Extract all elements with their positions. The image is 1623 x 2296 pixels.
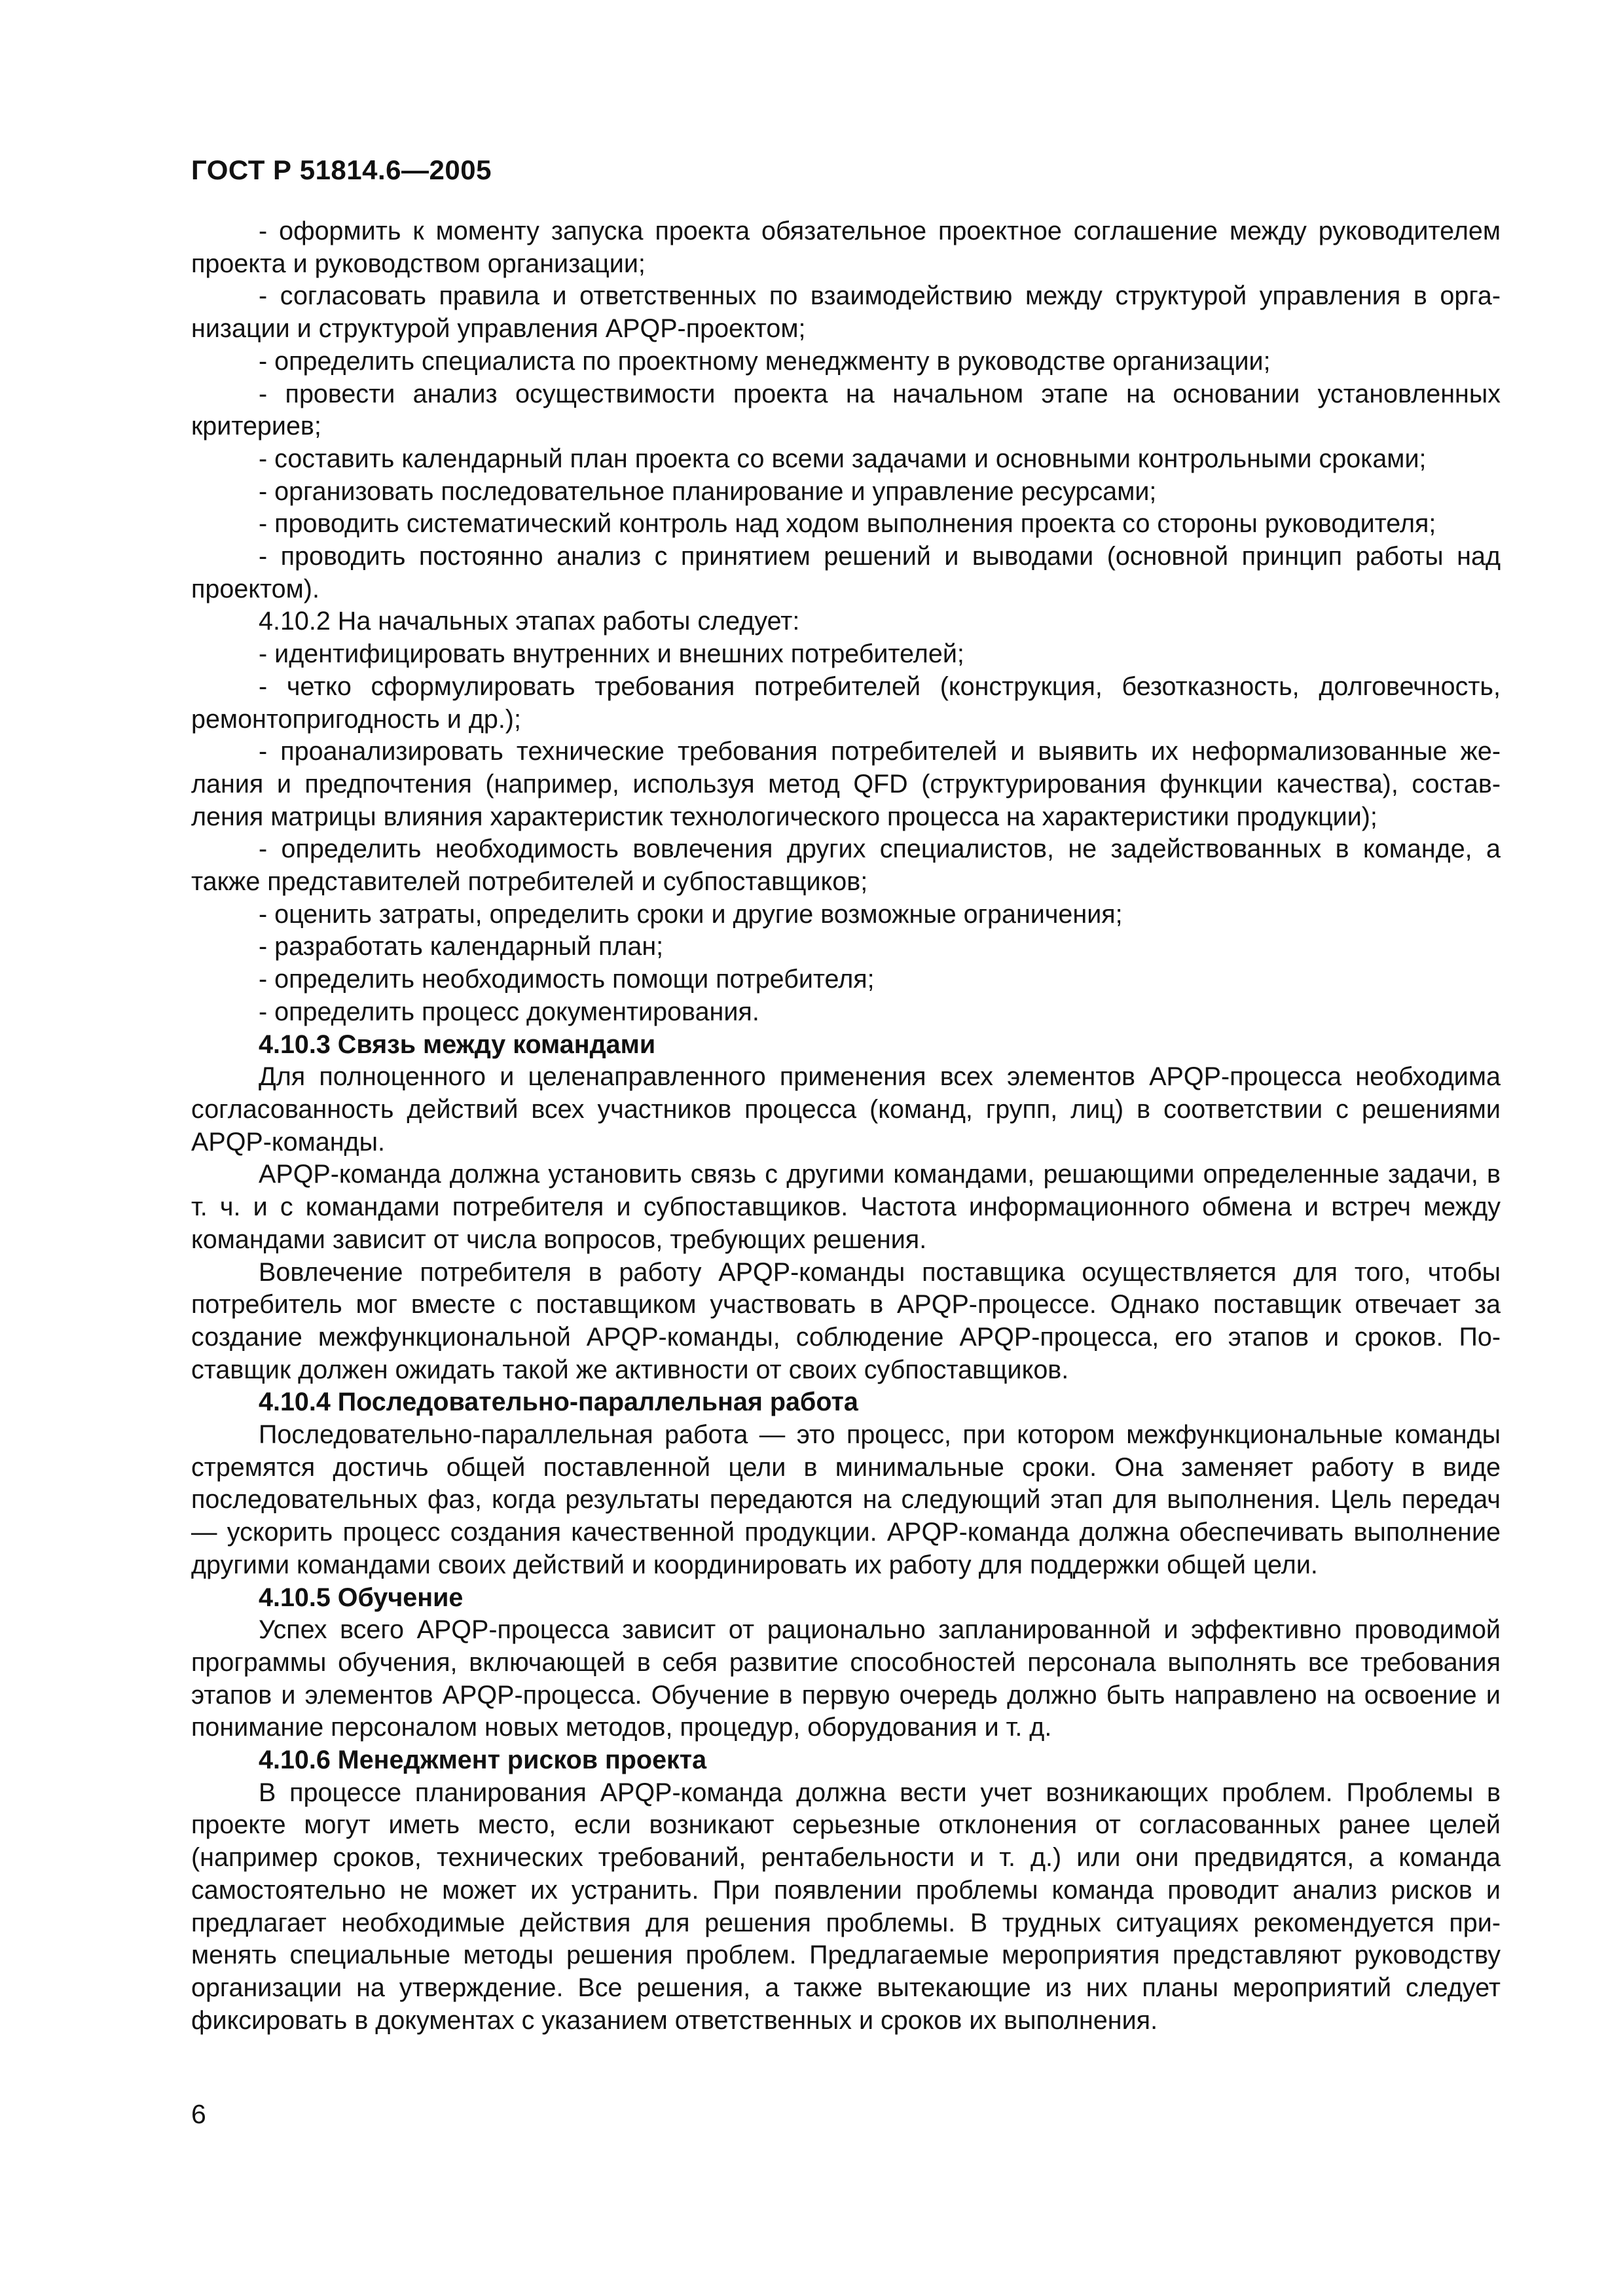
paragraph: - согласовать правила и ответственных по взаимодействию между структурой управления в организации и структурой управления APQP-проектом; [191, 281, 1501, 344]
paragraph: - проанализировать технические требования потребителей и выявить их неформализованные желания и предпочтения (например, используя метод QFD (структурирования функции качества), составления матрицы влияния характеристик технологического процесса на характеристики продукции); [191, 737, 1501, 831]
paragraph: - составить календарный план проекта со всеми задачами и основными контрольными сроками; [259, 444, 1427, 473]
section-heading-4-10-6: 4.10.6 Менеджмент рисков проекта [259, 1746, 707, 1775]
paragraph: - оценить затраты, определить сроки и другие возможные ограничения; [259, 899, 1123, 929]
paragraph: 4.10.2 На начальных этапах работы следует: [259, 607, 800, 636]
paragraph: Вовлечение потребителя в работу APQP-команды поставщика осуществляется для того, чтобы потребитель мог вместе с поставщиком участвовать в APQP-процессе. Однако поставщик отвечает за создание межфункциональной APQP-команды, соблюдение APQP-процесса, его этапов и сроков. Поставщик должен ожидать такой же активности от своих субпоставщиков. [191, 1257, 1501, 1384]
document-code-header: ГОСТ Р 51814.6—2005 [191, 154, 492, 185]
section-heading-4-10-3: 4.10.3 Связь между командами [259, 1030, 656, 1059]
paragraph: APQP-команда должна установить связь с другими командами, решающими определенные задачи, в т. ч. и с командами потребителя и субпоставщиков. Частота информационного обмена и встреч между командами зависит от числа вопросов, требующих решения. [191, 1160, 1501, 1254]
paragraph: Успех всего APQP-процесса зависит от рационально запланированной и эффективно проводимой программы обучения, включающей в себя развитие способностей персонала выполнять все требования этапов и элементов APQP-процесса. Обучение в первую очередь должно быть направлено на освоение и понимание персоналом новых методов, процедур, оборудования и т. д. [191, 1615, 1501, 1742]
section-heading-4-10-5: 4.10.5 Обучение [259, 1583, 464, 1612]
paragraph: - проводить постоянно анализ с принятием решений и выводами (основной принцип работы над проектом). [191, 542, 1501, 603]
paragraph: - определить необходимость помощи потребителя; [259, 965, 875, 994]
paragraph: Для полноценного и целенаправленного применения всех элементов APQP-процесса необходима согласованность действий всех участников процесса (команд, групп, лиц) в соответствии с решениями APQP-команды. [191, 1062, 1501, 1157]
paragraph: - оформить к моменту запуска проекта обязательное проектное соглашение между руководителем проекта и руководством организации; [191, 217, 1501, 278]
paragraph: - четко сформулировать требования потребителей (конструкция, безотказность, долговечность, ремонтопригодность и др.); [191, 672, 1501, 734]
paragraph: - организовать последовательное планирование и управление ресурсами; [259, 476, 1157, 506]
document-page [191, 154, 1501, 2183]
paragraph: В процессе планирования APQP-команда должна вести учет возникающих проблем. Проблемы в проекте могут иметь место, если возникают серьезные отклонения от согласованных ранее целей (например сроков, технических требований, рентабельности и т. д.) или они предвидятся, а команда самостоятельно не может их устранить. При появлении проблемы команда проводит анализ рисков и предлагает необходимые действия для решения проблемы. В трудных ситуациях рекомендуется применять специальные методы решения проблем. Предлагаемые мероприятия представляют руководству организации на утверждение. Все решения, а также вытекающие из них планы мероприятий следует фиксировать в документах с указанием ответственных и сроков их выполнения. [191, 1778, 1501, 2035]
document-body [191, 215, 1501, 2037]
paragraph: - определить процесс документирования. [259, 997, 759, 1026]
paragraph: - разработать календарный план; [259, 932, 664, 961]
paragraph: - определить необходимость вовлечения других специалистов, не задействованных в команде, а также представителей потребителей и субпоставщиков; [191, 834, 1501, 897]
paragraph: - определить специалиста по проектному менеджменту в руководстве организации; [259, 346, 1271, 376]
paragraph: - провести анализ осуществимости проекта на начальном этапе на основании установленных критериев; [191, 379, 1501, 441]
paragraph: Последовательно-параллельная работа — это процесс, при котором межфункциональные команды стремятся достичь общей поставленной цели в минимальные сроки. Она заменяет работу в виде последовательных фаз, когда результаты передаются на следующий этап для выполнения. Цель передач — ускорить процесс создания качественной продукции. APQP-команда должна обеспечивать выполнение другими командами своих действий и координировать их работу для поддержки общей цели. [191, 1420, 1501, 1579]
page-number: 6 [191, 2099, 206, 2129]
paragraph: - идентифицировать внутренних и внешних потребителей; [259, 639, 964, 669]
section-heading-4-10-4: 4.10.4 Последовательно-параллельная работа [259, 1388, 858, 1417]
paragraph: - проводить систематический контроль над ходом выполнения проекта со стороны руководителя; [259, 509, 1436, 539]
